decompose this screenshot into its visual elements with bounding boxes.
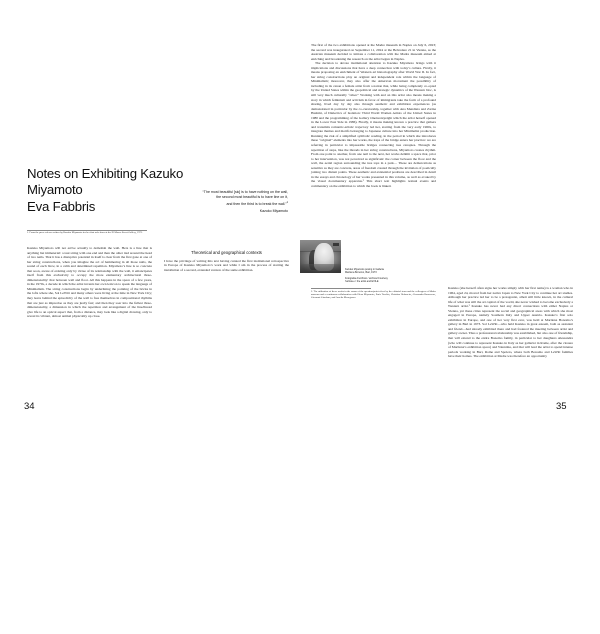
- paragraph: Kazuko Miyamoto will not arrive actually to demolish the wall. Hers is a line that is anything but immaterial: a taut string with one end and then the other tied around the head of two nails. That it has a disruptive potential in itself is clear from the first gaze at one of her string constructions, when you imagine the act of hammering in all those nails, the sound of each blow, in a calm and determined repetition. Miyamoto’s line is so concrete that soon, aware of existing only by virtue of its relationship with the wall, it emancipates itself from this exclusivity to occupy the more elementary architectural three-dimensionality: that between wall and floor. All this happens in the space of a few years, in the 1970s, a decade in which the artist invents her own lexicon to speak the language of Minimalism. The string constructions begin by underlining the pointing of the bricks in the lofts where she, Sol LeWitt and many others were living at the time in New York City; they leave behind the episodicity of the wall to free themselves in compositional rhythms that are just as imprecise as they are justly fast; and then they soar into the fullest three-dimensionality, a dimension in which the repetition and arrangement of the line/thread give life to an optical aspect that, from a distance, may look like a digital drawing, only to reveal its vibrant, almost animal physicality up close.: [27, 246, 152, 319]
- paragraph: The decision to devote institutional attention to Kazuko Miyamoto brings with it implications and discussions that have a deep connection with today’s culture. Firstly, it means proposing an enrichment of Western art historiography after World War II. In fact, her string constructions play an original and independent role within the language of Minimalism; moreover, they also offer the American movement the possibility of including in its canon a female artist from a nation that, while being completely co-opted by the United States within the geopolitical and strategic dynamics of the Western bloc, is still very much culturally “other.” Working with and on this artist also means making a story in which feminism and activism in favor of immigrants take the form of a profound sharing, lived day by day also through aesthetic and exhibition experiences (as demonstrated in particular by the co-curatorship, together with Ana Mendieta and Zarina Hashmi, of Dialectics of Isolation: Third World Women Artists of the United States in 1980 and the programming of the Gallery Onetwentyeight which the artist herself opened in the Lower East Side in 1986). Finally, it means making known a practice that gathers and transmits romantic-artistic trajectory led her, starting from the very early 1960s, to integrate themes and motifs belonging to Japanese culture into her Minimalist production. Running the risk of a simplified symbolic reading, in the period in which she introduces these “original” elements into her works, the traps of the bridge enters her practice: we are referring in particular to impassable bridges connecting tree canopies. Through the repetition of steps, like the threads in her string constructions, Miyamoto creates rhythm. From one point to another, from one nail to the next, her works delimit a space that, prior to her intervention, was not perceived as significant: the corner between the floor and the wall, the aerial region surrounding the tree tops in a park… These are demarcations as sensitive as they are concrete, areas of freedom created through the invitation of poetically joining two distant points. These aesthetic and existential positions are described in detail in the essays and chronology of her works presented in this volume, as well as evoked by the visual documentary apparatus.² This short text highlights textual events and commentary on the exhibition to which the book is linked.: [311, 61, 436, 188]
- page-title: Notes on Exhibiting Kazuko Miyamoto: [27, 166, 184, 198]
- archive-photo: [300, 240, 341, 273]
- photo-corner-mark: [333, 243, 339, 246]
- epigraph: [148, 190, 288, 214]
- left-column-one: [27, 246, 152, 391]
- section-heading: Theoretical and geographical contexts: [191, 250, 262, 255]
- author-name: Eva Fabbris: [27, 198, 96, 214]
- folio-right: 35: [556, 401, 567, 412]
- epigraph-line-1: “The most beautiful [sic] is to have nothing on the wall,: [202, 190, 288, 194]
- photo-image: [300, 240, 341, 273]
- right-page-footnote: 2. The utilization of these works in the canon of the question/point effect by the editorial team and the colleagues of Madre museum and a continuous collaboration with Elena Miyamoto, Emic Tacchia, Christian Holzmeier, Alessandra Buonocore, Giovanni Giordano, and Aurelia Menegazzo.: [311, 289, 436, 300]
- epigraph-footnote-marker: 1: [286, 201, 288, 205]
- caption-line-title: Kazuko Miyamoto posing in Galleria Marilena Bonomo, Bari, 1973: [345, 268, 384, 275]
- paragraph: The first of the two exhibitions opened at the Madre museum in Naples on July 6, 2023; the second was inaugurated on September 11, 2024 at the Belvedere 21 in Vienna, as the Austrian museum decided to initiate a collaboration with the Madre museum aimed at enriching and broadening the research on the artist begun in Naples.: [311, 43, 436, 61]
- paragraph: I have the privilege of writing this text having curated the first institutional retrospective in Europe of Kazuko Miyamoto’s work and while I am in the process of starting the installation of a second, extended version of the same exhibition.: [164, 258, 289, 272]
- epigraph-line-3: and then the third is to break the wall.”: [226, 202, 287, 207]
- epigraph-attribution: Kazuko Miyamoto: [259, 208, 288, 213]
- paragraph: Kazuko (she herself often signs her works simply with her first name) is a woman who in 1964, aged 24, moved from her native Japan to New York City to continue her art studies. Although her practice led her to be a protagonist, albeit still little known, in the cultural life of what was still the art capital of the world, she never wished to become exclusively a Western artist.² Kazuko has never had any direct connections with either Naples or Vienna, yet these cities represent the social and geographical areas with which she most engaged in Europe, namely Southern Italy and Upper Austria. Kazuko’s first solo exhibition in Europe, and one of her very first ever, was held at Marilena Bonomo’s gallery in Bari in 1973. Sol LeWitt—who held Kazuko in great esteem, both as assistant and friend—had already exhibited there and had fostered the meeting between artist and gallery owner. Thus a professional relationship was established, but also one of friendship, that will extend to the entire Bonomo family, in particular to her daughters Alessandra (who will continue to represent Kazuko in Italy as her gallerist in Rome, after the closure of Marilena’s exhibition space) and Valentina, and that will lead the artist to spend intense periods working in Bari, Rome and Spoleto, where both Bonomo and LeWitt families have their homes. The exhibition at Madre was therefore an opportunity: [448, 286, 573, 359]
- caption-line-credit: Fotografia d’archivio / archival Courtesy l’artista e / the artist and EXILE: [345, 276, 388, 283]
- folio-left: 34: [24, 401, 35, 412]
- left-page: [0, 0, 300, 431]
- left-page-footnote: 1. From the press release written by Kazuko Miyamoto for her first solo show at the El Museo Street Gallery, 1973.: [27, 231, 143, 234]
- right-column-two: [448, 43, 573, 634]
- left-column-two: [164, 246, 289, 391]
- right-column-one: [311, 43, 436, 391]
- photo-foreground-band: [300, 264, 341, 273]
- photo-caption: [345, 268, 389, 285]
- epigraph-line-2: the second most beautiful is to have line on it,: [216, 195, 288, 200]
